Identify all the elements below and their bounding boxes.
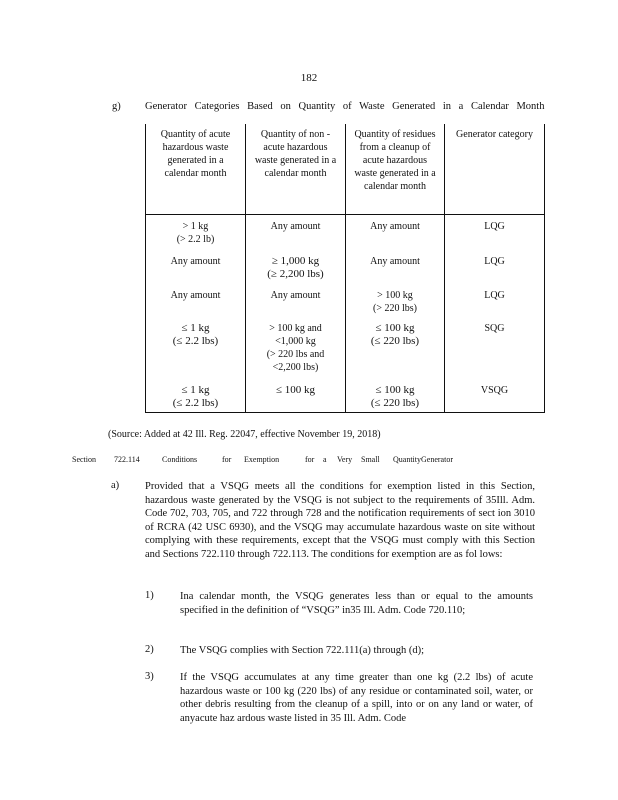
section-title-word: Very xyxy=(337,455,353,464)
table-cell: ≤ 100 kg xyxy=(246,379,346,413)
section-title-word: a xyxy=(323,455,327,464)
subsection-g-title: Generator Categories Based on Quantity of Waste Generated in a Calendar Month xyxy=(145,101,545,112)
table-cell: VSQG xyxy=(445,379,545,413)
header-acute-quantity: Quantity of acute hazardous waste generated in a calendar month xyxy=(146,124,246,215)
subsection-a-label: a) xyxy=(111,480,120,491)
table-cell: LQG xyxy=(445,215,545,250)
item-text: Ina calendar month, the VSQG generates less than or equal to the amounts specified in the definition of “VSQG” in35 Ill. Adm. Code 720.110; xyxy=(180,591,533,616)
section-heading xyxy=(72,455,453,464)
table-row xyxy=(146,215,545,250)
item-text: The VSQG complies with Section 722.111(a) through (d); xyxy=(180,645,424,656)
table-cell: ≤ 1 kg (≤ 2.2 lbs) xyxy=(146,317,246,379)
header-residue-quantity: Quantity of residues from a cleanup of acute hazardous waste generated in a calendar month xyxy=(346,124,445,215)
section-title-word: Conditions xyxy=(162,455,198,464)
section-label: Section xyxy=(72,455,96,464)
table-cell: Any amount xyxy=(146,284,246,317)
subsection-g-label: g) xyxy=(112,101,121,112)
section-number: 722.114 xyxy=(114,455,140,464)
table-cell: Any amount xyxy=(246,215,346,250)
subsection-a-text: Provided that a VSQG meets all the conditions for exemption listed in this Section, hazardous waste generated by the VSQG is not subject to the requirements of 35Ill. Adm. Code 702, 703, 705, and 722 through 728 and the notification requirements of sect ion 3010 of RCRA (42 USC 6930), and the VSQG may accumulate hazardous waste on site without complying with these requirements, except that the VSQG must comply with this Section and Sections 722.110 through 722.113. The conditions for exemption are as fol lows: xyxy=(145,481,535,560)
item-number: 1) xyxy=(145,590,154,601)
source-note: (Source: Added at 42 Ill. Reg. 22047, effective November 19, 2018) xyxy=(108,429,381,440)
item-number: 2) xyxy=(145,644,154,655)
table-cell: > 100 kg and <1,000 kg (> 220 lbs and <2,200 lbs) xyxy=(246,317,346,379)
table-cell: Any amount xyxy=(146,250,246,284)
table-row xyxy=(146,317,545,379)
table-cell: ≥ 1,000 kg (≥ 2,200 lbs) xyxy=(246,250,346,284)
table-cell: LQG xyxy=(445,250,545,284)
page-number: 182 xyxy=(300,72,318,84)
section-title-word: for xyxy=(222,455,232,464)
table-cell: ≤ 1 kg (≤ 2.2 lbs) xyxy=(146,379,246,413)
table-row xyxy=(146,250,545,284)
table-cell: Any amount xyxy=(346,215,445,250)
table-cell: LQG xyxy=(445,284,545,317)
item-text: If the VSQG accumulates at any time greater than one kg (2.2 lbs) of acute hazardous waste or 100 kg (220 lbs) of any residue or contaminated soil, water, or other debris resulting from the cleanup of a spill, into or on any land or water, of anyacute haz ardous waste listed in 35 Ill. Adm. Code xyxy=(180,672,533,724)
header-non-acute-quantity: Quantity of non - acute hazardous waste generated in a calendar month xyxy=(246,124,346,215)
table-cell: ≤ 100 kg (≤ 220 lbs) xyxy=(346,317,445,379)
table-cell: > 100 kg (> 220 lbs) xyxy=(346,284,445,317)
generator-category-table xyxy=(145,124,545,413)
table-cell: Any amount xyxy=(246,284,346,317)
table-row xyxy=(146,379,545,413)
table-cell: Any amount xyxy=(346,250,445,284)
section-title-word: Exemption xyxy=(244,455,280,464)
table-header-row xyxy=(146,124,545,215)
table-cell: ≤ 100 kg (≤ 220 lbs) xyxy=(346,379,445,413)
table-cell: > 1 kg (> 2.2 lb) xyxy=(146,215,246,250)
table-row xyxy=(146,284,545,317)
table-cell: SQG xyxy=(445,317,545,379)
section-title-word: QuantityGenerator xyxy=(393,455,453,464)
section-title-word: for xyxy=(305,455,315,464)
section-title-word: Small xyxy=(361,455,380,464)
item-number: 3) xyxy=(145,671,154,682)
header-generator-category: Generator category xyxy=(445,124,545,215)
